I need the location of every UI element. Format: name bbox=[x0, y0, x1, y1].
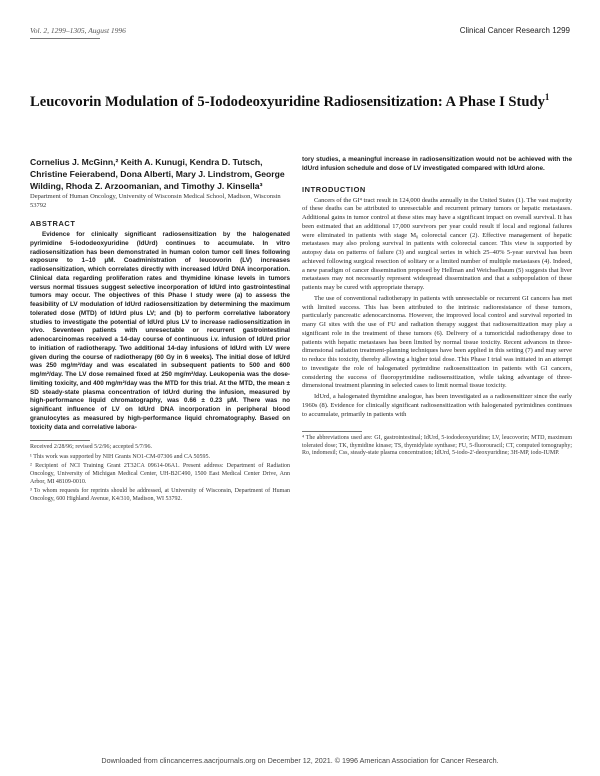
abstract-heading: ABSTRACT bbox=[30, 219, 76, 228]
abstract-continued: tory studies, a meaningful increase in radiosensitization would not be achieved with the IdUrd infusion schedule and dose of LV investigated compared with IdUrd alone. bbox=[302, 156, 572, 172]
title-footnote-marker: 1 bbox=[544, 92, 550, 102]
intro-paragraph: IdUrd, a halogenated thymidine analogue, has been investigated as a radiosensitizer since the early 1960s (8). Evidence for clinically significant radiosensitization with halogenated pyrimidines continues to accumulate, primarily in patients with bbox=[302, 393, 572, 418]
abstract-text: Evidence for clinically significant radiosensitization by the halogenated pyrimidine 5-iododeoxyuridine (IdUrd) continues to accumulate. In vitro radiosensitization has been demonstrated in human colon tumor cell lines following exposure to 1–10 μM. Coadministration of leucovorin (LV) increases radiosensitization, which correlates directly with increased IdUrd DNA incorporation. Clinical data regarding proliferation rates and thymidine kinase levels in tumors versus normal tissues suggest selective incorporation of IdUrd into gastrointestinal tumors may occur. The objectives of this Phase I study were (a) to assess the feasibility of LV modulation of IdUrd radiosensitization by determining the maximum tolerated dose (MTD) of IdUrd plus LV; and (b) to perform correlative laboratory studies to investigate the potential of IdUrd plus LV to increase radiosensitization in vivo. Seventeen patients with unresectable or recurrent gastrointestinal adenocarcinomas received a 14-day course of continuous i.v. infusion of IdUrd prior to initiation of radiotherapy. Two additional 14-day infusions of IdUrd with LV were given during the course of radiotherapy (60 Gy in 6 weeks). The initial dose of IdUrd was 250 mg/m²/day and was escalated in subsequent patients to 500 and 600 mg/m²/day. The LV dose remained fixed at 250 mg/m²/day. Leukopenia was the dose-limiting toxicity, and 400 mg/m²/day was the MTD for this trial. At the MTD, the mean ± SD steady-state plasma concentration of IdUrd during the infusion, measured by high-performance liquid chromatography, was 0.66 ± 0.23 μM. There was no significant influence of LV on IdUrd DNA incorporation in peripheral blood granulocytes as measured by high-performance liquid chromatography. Based on toxicity data and correlative labora- bbox=[30, 231, 290, 431]
introduction-heading: INTRODUCTION bbox=[302, 184, 366, 194]
journal-page-number: Clinical Cancer Research 1299 bbox=[459, 26, 570, 35]
intro-paragraph: Cancers of the GI⁴ tract result in 124,000 deaths annually in the United States (1). The vast majority of these deaths can be attributed to unresectable and recurrent primary tumors or hepatic metastases. Additional gains in tumor control at these sites may have a significant impact on overall survival. It has been estimated that an additional 17,000 survivors per year could result if local and regional failures were eliminated in patients with stage M₀ colorectal cancer (2). Effective management of hepatic metastases may also prolong survival in patients with colorectal cancer. This view is supported by autopsy data on patterns of failure (3) and surgical series in which 25–40% 5-year survival has been achieved following surgical resection of solitary or a limited number of multiple metastases (4). Indeed, a new paradigm of cancer dissemination proposed by Hellman and Weichselbaum (5) suggests that liver metastases may not necessarily represent widespread dissemination and that a subpopulation of these patients may be cured with appropriate therapy. bbox=[302, 196, 572, 291]
footnote-abbreviations: ⁴ The abbreviations used are: GI, gastrointestinal; IdUrd, 5-iododeoxyuridine; LV, leucovorin; MTD, maximum tolerated dose; TK, thymidine kinase; TS, thymidylate synthase; FU, 5-fluorouracil; CT, computed tomography; Ro, indomesil; Css, steady-state plasma concentration; IdUrd, 5-iodo-2'-deoxyuridine; 3H-MP, iodo-IUMP. bbox=[302, 435, 572, 457]
article-title-text: Leucovorin Modulation of 5-Iododeoxyuridine Radiosensitization: A Phase I Study bbox=[30, 93, 545, 110]
volume-issue: Vol. 2, 1299–1305, August 1996 bbox=[30, 26, 126, 35]
footnote-received: Received 2/28/96; revised 5/2/96; accepted 5/7/96. bbox=[30, 444, 152, 451]
affiliation: Department of Human Oncology, University of Wisconsin Medical School, Madison, Wisconsin 53792 bbox=[30, 193, 281, 209]
footnote-reprints: ³ To whom requests for reprints should be addressed, at University of Wisconsin, Department of Human Oncology, 600 Highland Avenue, K4/310, Madison, WI 53792. bbox=[30, 488, 290, 502]
footnote-present-address: ² Recipient of NCI Training Grant 2T32CA 09614-06A1. Present address: Department of Radiation Oncology, University of Michigan Medical Center, UH-B2C490, 1500 East Medical Center Drive, Ann Arbor, MI 48109-0010. bbox=[30, 463, 290, 485]
footnote-rule bbox=[30, 440, 90, 441]
footnote-rule bbox=[302, 431, 362, 432]
footnote-funding: ¹ This work was supported by NIH Grants NO1-CM-07306 and CA 50595. bbox=[30, 453, 211, 460]
article-title bbox=[30, 88, 550, 111]
intro-paragraph: The use of conventional radiotherapy in patients with unresectable or recurrent GI cancers has met with limited success. This has been attributed to the intrinsic radioresistance of these tumors, particularly pancreatic adenocarcinoma. However, the improved local control and survival reported in many GI sites with the use of FU and radiation therapy suggest that radiosensitization may play a significant role in the treatment of these tumors (6). Delivery of a tumoricidal radiotherapy dose to patients with hepatic metastases has been limited by normal tissue toxicity. Recent advances in three-dimensional radiation treatment-planning techniques have been applied in this setting (7) and may serve to reduce this toxicity, thereby allowing a higher total dose. This Phase I trial was initiated in an attempt to investigate the role of halogenated pyrimidine radiosensitization in patients with GI cancers, considering the success of fluoropyrimidine radiosensitization, while taking advantage of three-dimensional treatment planning in selected cases to limit normal tissue toxicity. bbox=[302, 294, 572, 390]
download-footer: Downloaded from clincancerres.aacrjournals.org on December 12, 2021. © 1996 American Association for Cancer Research. bbox=[101, 756, 499, 765]
running-header bbox=[30, 26, 570, 40]
left-column bbox=[30, 156, 290, 503]
header-rule bbox=[30, 38, 100, 39]
right-column bbox=[302, 156, 572, 458]
author-list: Cornelius J. McGinn,² Keith A. Kunugi, Kendra D. Tutsch, Christine Feierabend, Dona Alberti, Mary J. Lindstrom, George Wilding, Rhoda Z. Arzoomanian, and Timothy J. Kinsella³ bbox=[30, 157, 285, 191]
